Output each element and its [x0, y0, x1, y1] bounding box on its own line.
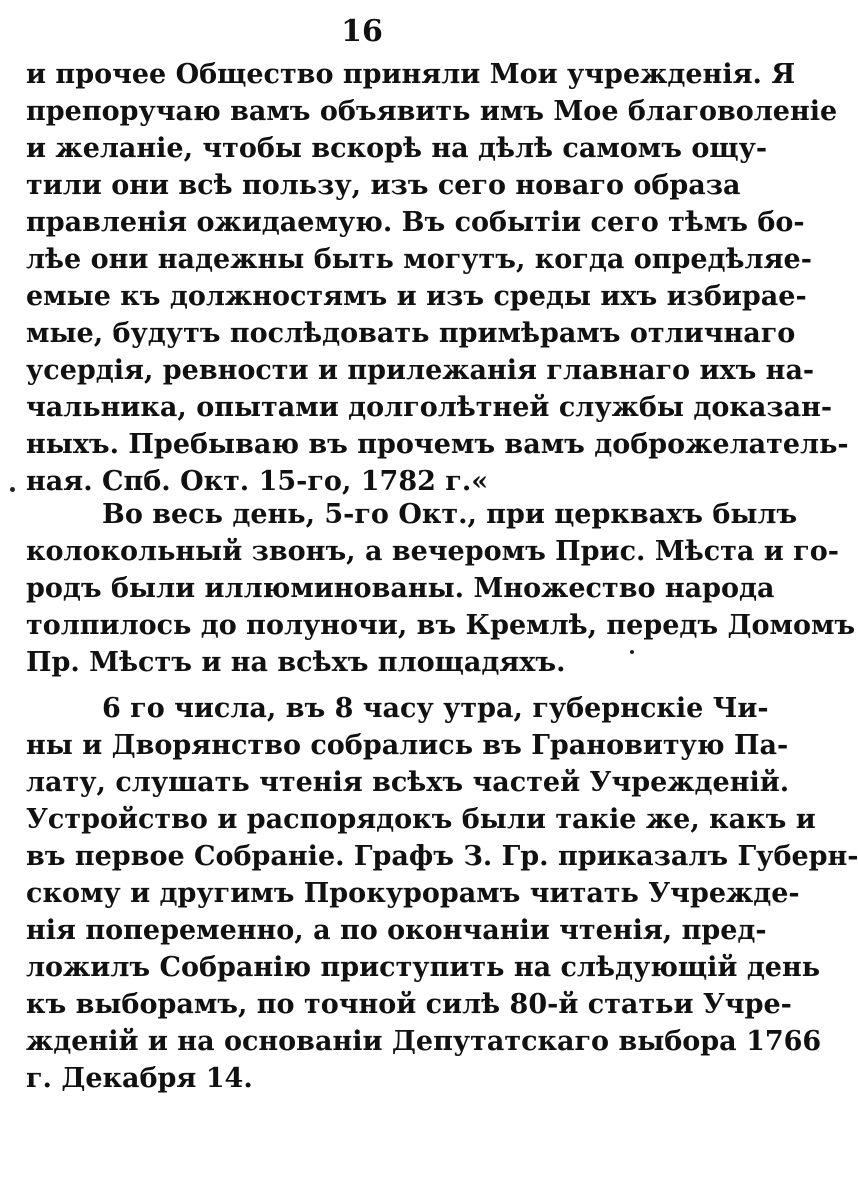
paragraph-celebration [26, 496, 856, 681]
text-line: родъ были иллюминованы. Множество народа [26, 573, 775, 604]
page-number: 16 [341, 14, 383, 49]
text-line: Пр. Мѣстъ и на всѣхъ площадяхъ. [26, 647, 566, 678]
text-line: лѣе они надежны быть могутъ, когда опредѣляе- [26, 244, 812, 275]
text-line: г. Декабря 14. [26, 1063, 253, 1094]
text-line: лату, слушать чтенія всѣхъ частей Учрежденій. [26, 767, 790, 798]
text-line: емые къ должностямъ и изъ среды ихъ избирае- [26, 281, 807, 312]
text-line: нія попеременно, а по окончаніи чтенія, пред- [26, 915, 767, 946]
text-line: правленія ожидаемую. Въ событіи сего тѣмъ бо- [26, 207, 805, 238]
text-line: Устройство и распорядокъ были такіе же, какъ и [26, 804, 816, 835]
scan-speck [630, 650, 634, 654]
scan-speck [10, 487, 15, 492]
text-line: жденій и на основаніи Депутатскаго выбора 1766 [26, 1026, 822, 1057]
text-line: ны и Дворянство собрались въ Грановитую Па- [26, 730, 789, 761]
text-line: и желаніе, чтобы вскорѣ на дѣлѣ самомъ ощу- [26, 133, 768, 164]
text-line: толпилось до полуночи, въ Кремлѣ, передъ Домомъ [26, 610, 856, 641]
text-line: Во весь день, 5-го Окт., при церквахъ былъ [102, 499, 798, 530]
text-line: колокольный звонъ, а вечеромъ Прис. Мѣста и го- [26, 536, 839, 567]
text-line: ложилъ Собранію приступить на слѣдующій день [26, 952, 821, 983]
text-line: къ выборамъ, по точной силѣ 80-й статьи Учре- [26, 989, 792, 1020]
paragraph-decree-conclusion [26, 56, 849, 500]
paragraph-assembly [26, 690, 858, 1097]
text-line: препоручаю вамъ объявить имъ Мое благоволеніе [26, 96, 838, 127]
text-line: мые, будутъ послѣдовать примѣрамъ отличнаго [26, 318, 796, 349]
text-line: усердія, ревности и прилежанія главнаго ихъ на- [26, 355, 815, 386]
text-line: и прочее Общество приняли Мои учрежденія. Я [26, 59, 796, 90]
text-line: въ первое Собраніе. Графъ З. Гр. приказалъ Губерн- [26, 841, 858, 872]
text-line: ныхъ. Пребываю въ прочемъ вамъ доброжелатель- [26, 429, 849, 460]
text-line: 6 го числа, въ 8 часу утра, губернскіе Чи- [102, 693, 769, 724]
text-line: тили они всѣ пользу, изъ сего новаго образа [26, 170, 741, 201]
text-line: скому и другимъ Прокурорамъ читать Учрежде- [26, 878, 800, 909]
text-line: ная. Спб. Окт. 15-го, 1782 г.« [26, 466, 489, 497]
text-line: чальника, опытами долголѣтней службы доказан- [26, 392, 833, 423]
